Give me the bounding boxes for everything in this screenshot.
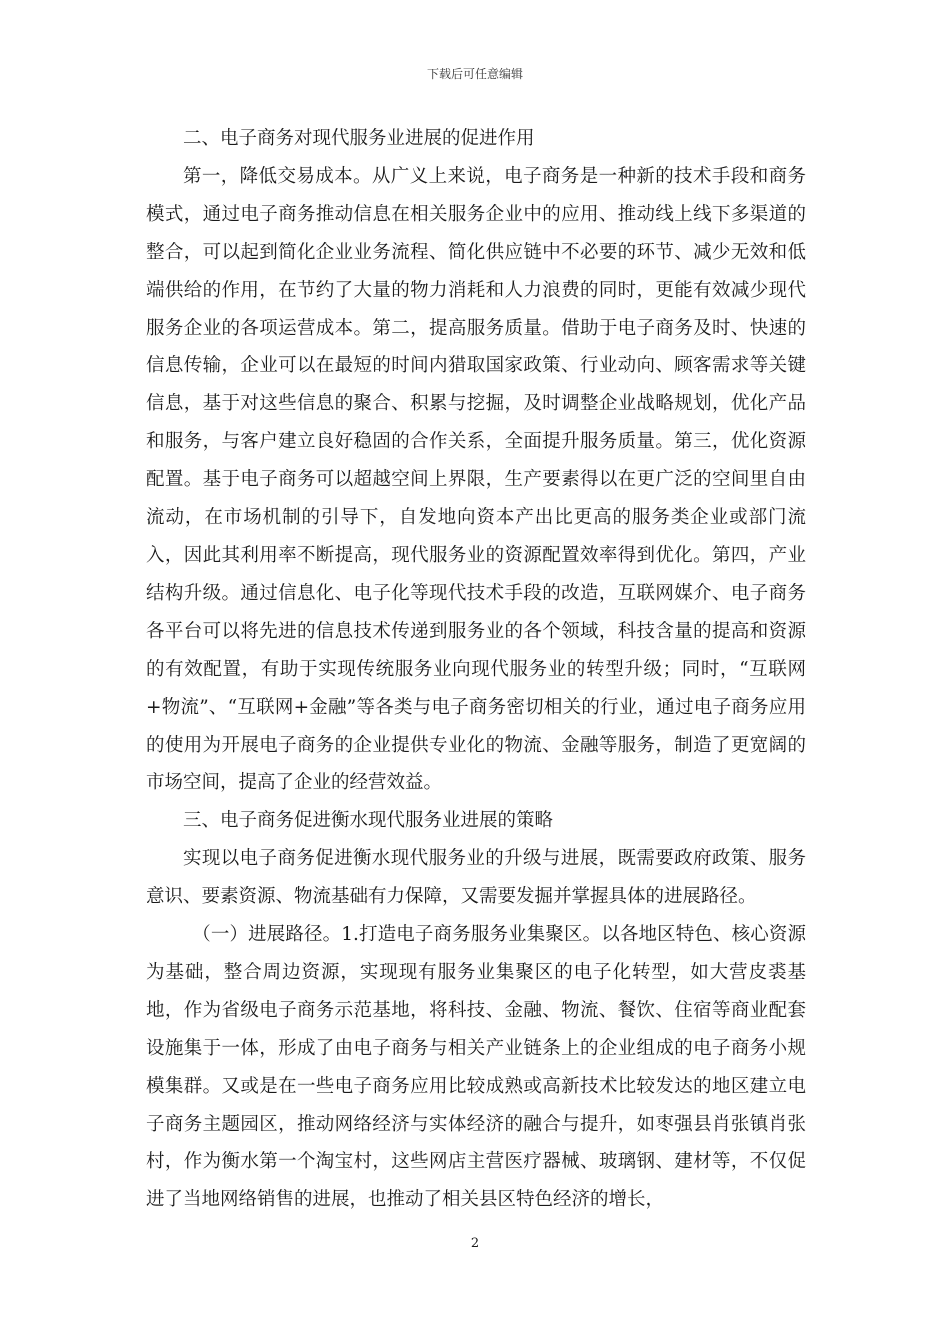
body-paragraph-1: 第一，降低交易成本。从广义上来说，电子商务是一种新的技术手段和商务模式，通过电子商务推动信息在相关服务企业中的应用、推动线上线下多渠道的整合，可以起到简化企业业务流程、简化供应链中不必要的环节、减少无效和低端供给的作用，在节约了大量的物力消耗和人力浪费的同时，更能有效减少现代服务企业的各项运营成本。第二，提高服务质量。借助于电子商务及时、快速的信息传输，企业可以在最短的时间内猎取国家政策、行业动向、顾客需求等关键信息，基于对这些信息的聚合、积累与挖掘，及时调整企业战略规划，优化产品和服务，与客户建立良好稳固的合作关系，全面提升服务质量。第三，优化资源配置。基于电子商务可以超越空间上界限，生产要素得以在更广泛的空间里自由流动，在市场机制的引导下，自发地向资本产出比更高的服务类企业或部门流入，因此其利用率不断提高，现代服务业的资源配置效率得到优化。第四，产业结构升级。通过信息化、电子化等现代技术手段的改造，互联网媒介、电子商务各平台可以将先进的信息技术传递到服务业的各个领域，科技含量的提高和资源的有效配置，有助于实现传统服务业向现代服务业的转型升级；同时，“互联网+物流”、“互联网+金融”等各类与电子商务密切相关的行业，通过电子商务应用的使用为开展电子商务的企业提供专业化的物流、金融等服务，制造了更宽阔的市场空间，提高了企业的经营效益。 xyxy=(146,165,806,794)
section-heading-2: 二、电子商务对现代服务业进展的促进作用 xyxy=(183,128,535,149)
body-paragraph-3: （一）进展路径。1.打造电子商务服务业集聚区。以各地区特色、核心资源为基础，整合周边资源，实现现有服务业集聚区的电子化转型，如大营皮裘基地，作为省级电子商务示范基地，将科技、金融、物流、餐饮、住宿等商业配套设施集于一体，形成了由电子商务与相关产业链条上的企业组成的电子商务小规模集群。又或是在一些电子商务应用比较成熟或高新技术比较发达的地区建立电子商务主题园区，推动网络经济与实体经济的融合与提升，如枣强县肖张镇肖张村，作为衡水第一个淘宝村，这些网店主营医疗器械、玻璃钢、建材等，不仅促进了当地网络销售的进展，也推动了相关县区特色经济的增长， xyxy=(146,924,806,1211)
section-heading-3: 三、电子商务促进衡水现代服务业进展的策略 xyxy=(183,810,554,832)
page-header: 下载后可任意编辑 xyxy=(426,67,523,81)
body-paragraph-2: 实现以电子商务促进衡水现代服务业的升级与进展，既需要政府政策、服务意识、要素资源、物流基础有力保障，又需要发掘并掌握具体的进展路径。 xyxy=(146,848,806,908)
document-body xyxy=(146,120,806,1219)
page-number: 2 xyxy=(470,1236,480,1251)
